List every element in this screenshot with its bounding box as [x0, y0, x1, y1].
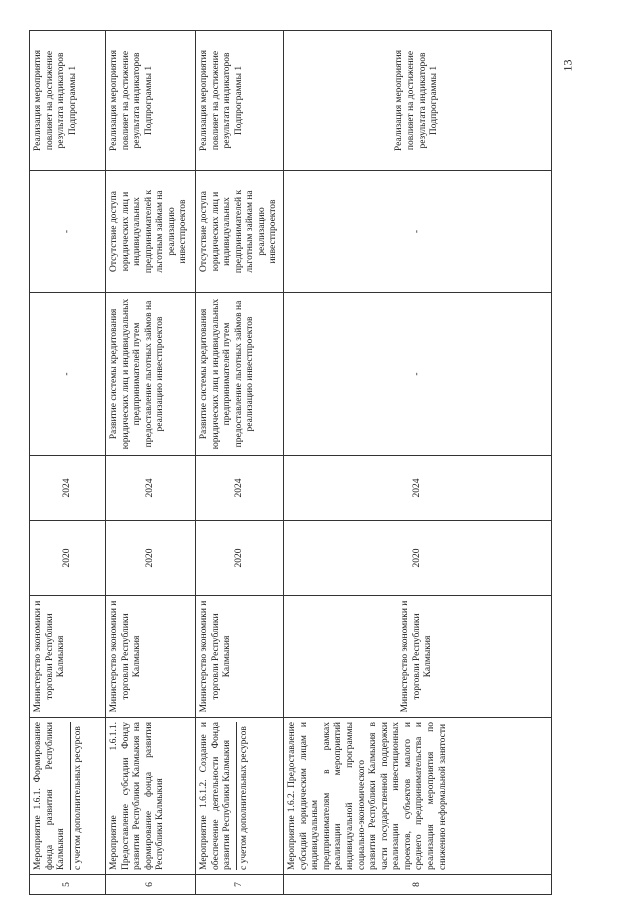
executor-cell: Министерство экономики и торговли Республики Калмыкия: [196, 596, 284, 718]
end-year: 2024: [284, 456, 552, 521]
start-year: 2020: [106, 521, 196, 596]
row-number: 8: [284, 875, 552, 895]
event-cell: [30, 718, 106, 875]
start-year: 2020: [30, 521, 106, 596]
row-number: 6: [106, 875, 196, 895]
table-row: [284, 31, 552, 895]
page-number: 13: [560, 59, 575, 72]
event-title: Мероприятие 1.6.1.2. Создание и обеспечение деятельности Фонда развития Республики Калмыкия: [199, 722, 233, 870]
consequences: -: [284, 171, 552, 293]
consequences: Отсутствие доступа юридических лиц и индивидуальных предпринимателей к льготным займам на реализацию инвестпроектов: [106, 171, 196, 293]
executor-cell: Министерство экономики и торговли Республики Калмыкия: [284, 596, 552, 718]
consequences: Отсутствие доступа юридических лиц и индивидуальных предпринимателей к льготным займам на реализацию инвестпроектов: [196, 171, 284, 293]
end-year: 2024: [196, 456, 284, 521]
event-title: Мероприятие 1.6.1. Формирование фонда развития Республики Калмыкия: [33, 722, 67, 870]
consequences: -: [30, 171, 106, 293]
relation: Реализация мероприятия повлияет на достижение результата индикаторов Подпрограммы 1: [284, 31, 552, 171]
end-year: 2024: [30, 456, 106, 521]
executor-cell: Министерство экономики и торговли Республики Калмыкия: [30, 596, 106, 718]
table-row: [30, 31, 106, 895]
relation: Реализация мероприятия повлияет на достижение результата индикаторов Подпрограммы 1: [196, 31, 284, 171]
expected-result: -: [284, 293, 552, 456]
expected-result: -: [30, 293, 106, 456]
event-title: Мероприятие 1.6.2. Предоставление субсидий юридическим лицам и индивидуальным предпринимателям в рамках реализации мероприятий индивидуальной программы социально-экономического развития Республики Калмыкия в части государственной поддержки реализации инвестиционных проектов, субъектов малого и среднего предпринимательства и реализация мероприятия по снижению неформальной занятости: [287, 722, 448, 870]
expected-result: Развитие системы кредитования юридических лиц и индивидуальных предпринимателей путем предоставление льготных займов на реализацию инвестпроектов: [106, 293, 196, 456]
row-number: 7: [196, 875, 284, 895]
event-title: Мероприятие 1.6.1.1. Предоставление субсидии Фонду развития Республики Калмыкия на формирование фонда развития Республики Калмыкия: [109, 722, 166, 870]
expected-result: Развитие системы кредитования юридических лиц и индивидуальных предпринимателей путем предоставление льготных займов на реализацию инвестпроектов: [196, 293, 284, 456]
event-sub: с учетом дополнительных ресурсов: [236, 722, 251, 870]
relation: Реализация мероприятия повлияет на достижение результата индикаторов Подпрограммы 1: [106, 31, 196, 171]
end-year: 2024: [106, 456, 196, 521]
event-sub: с учетом дополнительных ресурсов: [70, 722, 85, 870]
event-cell: [106, 718, 196, 875]
rotated-table-wrapper: [29, 31, 549, 895]
table-row: [106, 31, 196, 895]
start-year: 2020: [196, 521, 284, 596]
start-year: 2020: [284, 521, 552, 596]
row-number: 5: [30, 875, 106, 895]
measures-table: [29, 30, 552, 895]
table-row: [196, 31, 284, 895]
executor-cell: Министерство экономики и торговли Республики Калмыкия: [106, 596, 196, 718]
relation: Реализация мероприятия повлияет на достижение результата индикаторов Подпрограммы 1: [30, 31, 106, 171]
event-cell: [284, 718, 552, 875]
event-cell: [196, 718, 284, 875]
